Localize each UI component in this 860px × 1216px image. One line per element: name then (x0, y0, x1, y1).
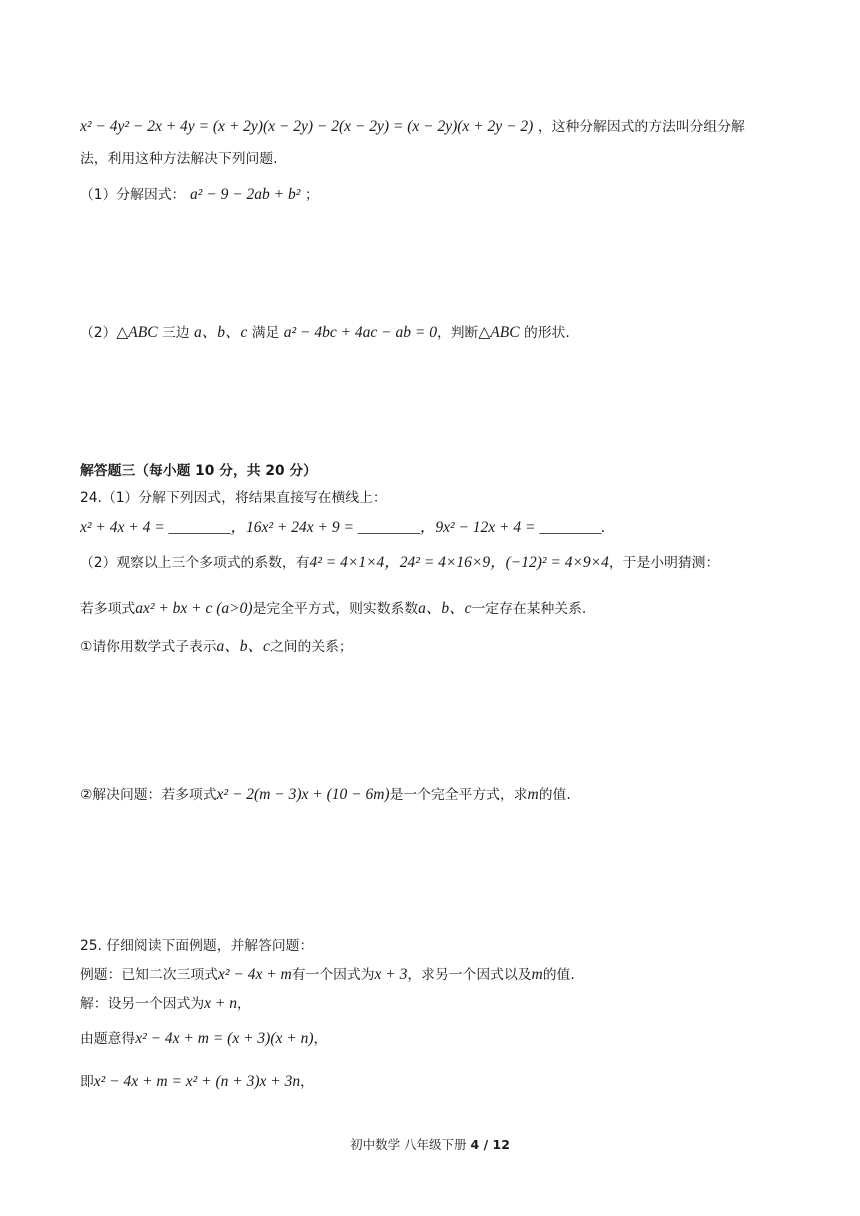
text: 法，利用这种方法解决下列问题. (80, 151, 278, 167)
text: 的形状. (519, 325, 570, 341)
text: 一定存在某种关系. (471, 601, 587, 617)
math-expression: a、b、c (193, 324, 248, 341)
line-q25-4 (80, 1030, 327, 1049)
text: 的值. (542, 967, 575, 983)
math-expression: x² − 4x + m (217, 966, 292, 983)
text: ①请你用数学式子表示 (80, 639, 217, 655)
text: 例题：已知二次三项式 (80, 967, 218, 983)
text: 解：设另一个因式为 (80, 996, 205, 1012)
math-expression: a、b、c (418, 600, 472, 617)
text: 之间的关系； (269, 639, 353, 655)
text: 24.（1）分解下列因式，将结果直接写在横线上： (80, 490, 387, 506)
line-q24-3 (80, 600, 586, 619)
text: 的值. (538, 787, 571, 803)
math-expression: x + 3 (374, 966, 408, 983)
text: 是完全平方式，则实数系数 (252, 601, 419, 617)
text: 25. 仔细阅读下面例题，并解答问题： (80, 938, 314, 954)
text: （1）分解因式： (80, 187, 186, 203)
line-q25-1 (80, 938, 313, 955)
text: 由题意得 (80, 1031, 136, 1047)
section-title: 解答题三（每小题 10 分，共 20 分） (80, 463, 317, 479)
math-expression: △ABC (116, 324, 158, 341)
math-expression: a² − 4bc + 4ac − ab = 0 (283, 324, 437, 341)
text: ，于是小明猜测： (608, 555, 720, 571)
line-q2 (80, 324, 570, 343)
math-expression: m (531, 966, 543, 983)
line-grouping-example (80, 118, 745, 137)
text: ， (300, 1074, 314, 1090)
text: （2）观察以上三个多项式的系数，有 (80, 555, 310, 571)
math-expression: m (527, 786, 539, 803)
text: 即 (80, 1074, 94, 1090)
line-q24-blanks (80, 519, 605, 538)
math-expression: 4² = 4×1×4，24² = 4×16×9，(−12)² = 4×9×4 (309, 554, 609, 571)
page-footer (0, 1135, 860, 1153)
text: ， (313, 1031, 328, 1047)
text: （2） (80, 325, 117, 341)
math-expression: x² + 4x + 4 = ________，16x² + 24x + 9 = ________，9x² − 12x + 4 = ________. (80, 519, 606, 536)
line-intro (80, 151, 278, 168)
line-q25-2 (80, 966, 575, 985)
text: ，求另一个因式以及 (407, 967, 532, 983)
text: ，这种分解因式的方法叫分组分解 (537, 119, 745, 135)
math-expression: a² − 9 − 2ab + b² (189, 186, 301, 203)
text: 若多项式 (80, 601, 136, 617)
text: ； (305, 187, 319, 203)
math-expression: a、b、c (216, 638, 270, 655)
math-expression: x² − 2(m − 3)x + (10 − 6m) (216, 786, 390, 803)
text: 是一个完全平方式，求 (389, 787, 528, 803)
math-expression: △ABC (478, 324, 520, 341)
text: ，判断 (436, 325, 479, 341)
text: ②解决问题：若多项式 (80, 787, 217, 803)
text: ， (237, 996, 251, 1012)
math-expression: x² − 4x + m = (x + 3)(x + n) (135, 1030, 314, 1047)
section-heading (80, 463, 317, 480)
text: 有一个因式为 (291, 967, 375, 983)
line-q24-1 (80, 490, 387, 507)
line-q24-4 (80, 638, 353, 657)
line-q24-5 (80, 786, 571, 805)
page-number: 4 / 12 (470, 1137, 510, 1152)
line-q25-3 (80, 995, 251, 1014)
math-expression: ax² + bx + c (a>0) (135, 600, 253, 617)
math-expression: x² − 4y² − 2x + 4y = (x + 2y)(x − 2y) − 2(x − 2y) = (x − 2y)(x + 2y − 2) (80, 118, 534, 135)
text: 三边 (157, 325, 194, 341)
text: 满足 (247, 325, 284, 341)
footer-subject: 初中数学 八年级下册 (350, 1137, 471, 1152)
line-q1 (80, 186, 319, 205)
math-expression: x + n (204, 995, 238, 1012)
math-expression: x² − 4x + m = x² + (n + 3)x + 3n (93, 1073, 301, 1090)
line-q24-2 (80, 554, 719, 573)
line-q25-5 (80, 1073, 314, 1092)
